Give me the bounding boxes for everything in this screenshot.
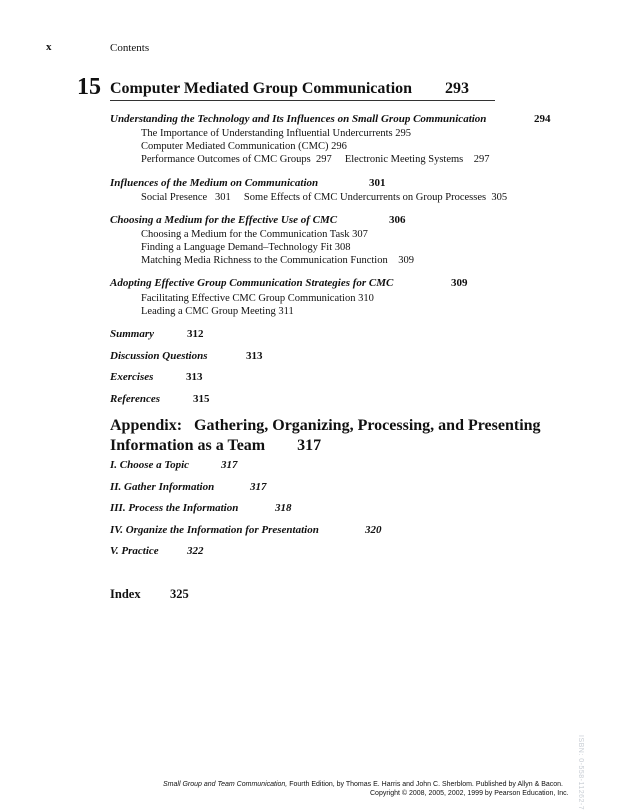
section-page: 301 [369, 177, 386, 189]
appendix-page: 317 [297, 437, 322, 454]
footer-credit [163, 781, 563, 788]
section-page: 294 [534, 113, 551, 125]
isbn-watermark: ISBN: 0-558-11262-7 [577, 735, 584, 810]
appendix-item-page: 320 [365, 524, 382, 536]
page-number: x [46, 41, 52, 53]
subsection-line: Performance Outcomes of CMC Groups 297 Electronic Meeting Systems 297 [141, 154, 490, 165]
subsection-line: Finding a Language Demand–Technology Fit 308 [141, 242, 351, 253]
chapter-title: Computer Mediated Group Communication [110, 80, 413, 97]
appendix-item-page: 318 [275, 502, 292, 514]
footer-copyright: Copyright © 2008, 2005, 2002, 1999 by Pearson Education, Inc. [370, 790, 569, 797]
index-page: 325 [170, 587, 189, 601]
section-title: Adopting Effective Group Communication Strategies for CMC [110, 277, 394, 289]
section-title: Influences of the Medium on Communication [110, 177, 319, 189]
section-page: 309 [451, 277, 468, 289]
subsection-line: Leading a CMC Group Meeting 311 [141, 306, 294, 317]
section-title: Summary [110, 328, 155, 340]
appendix-item-title: II. Gather Information [110, 481, 215, 493]
section-title: Discussion Questions [110, 350, 208, 362]
footer-credit-text: Fourth Edition, by Thomas E. Harris and John C. Sherblom. Published by Allyn & Bacon. [287, 781, 563, 788]
appendix-item-title: IV. Organize the Information for Presentation [110, 524, 319, 536]
running-head: Contents [110, 42, 150, 54]
appendix-item-title: III. Process the Information [110, 502, 239, 514]
chapter-page: 293 [445, 80, 469, 97]
section-page: 313 [186, 371, 203, 383]
section-title: Exercises [110, 371, 154, 383]
index-label: Index [110, 587, 141, 601]
chapter-rule [110, 100, 495, 101]
appendix-item-title: V. Practice [110, 545, 159, 557]
chapter-number: 15 [77, 74, 101, 100]
appendix-title-line2-text: Information as a Team [110, 437, 266, 454]
subsection-line: Computer Mediated Communication (CMC) 296 [141, 141, 347, 152]
section-title: Choosing a Medium for the Effective Use of CMC [110, 214, 338, 226]
section-page: 313 [246, 350, 263, 362]
appendix-item-page: 322 [187, 545, 204, 557]
appendix-title-line2 [110, 436, 541, 456]
subsection-line: Facilitating Effective CMC Group Communication 310 [141, 293, 374, 304]
section-title: Understanding the Technology and Its Influences on Small Group Communication [110, 113, 487, 125]
appendix-item-title: I. Choose a Topic [110, 459, 190, 471]
appendix-item-page: 317 [250, 481, 267, 493]
subsection-line: The Importance of Understanding Influential Undercurrents 295 [141, 128, 411, 139]
appendix-item-page: 317 [221, 459, 238, 471]
section-page: 315 [193, 393, 210, 405]
section-page: 312 [187, 328, 204, 340]
footer-book-title: Small Group and Team Communication, [163, 781, 288, 788]
section-page: 306 [389, 214, 406, 226]
subsection-line: Matching Media Richness to the Communication Function 309 [141, 255, 414, 266]
subsection-line: Social Presence 301 Some Effects of CMC Undercurrents on Group Processes 305 [141, 192, 508, 203]
appendix-title [110, 416, 541, 456]
section-title: References [110, 393, 161, 405]
subsection-line: Choosing a Medium for the Communication Task 307 [141, 229, 368, 240]
appendix-title-line1: Appendix: Gathering, Organizing, Processing, and Presenting [110, 417, 541, 434]
